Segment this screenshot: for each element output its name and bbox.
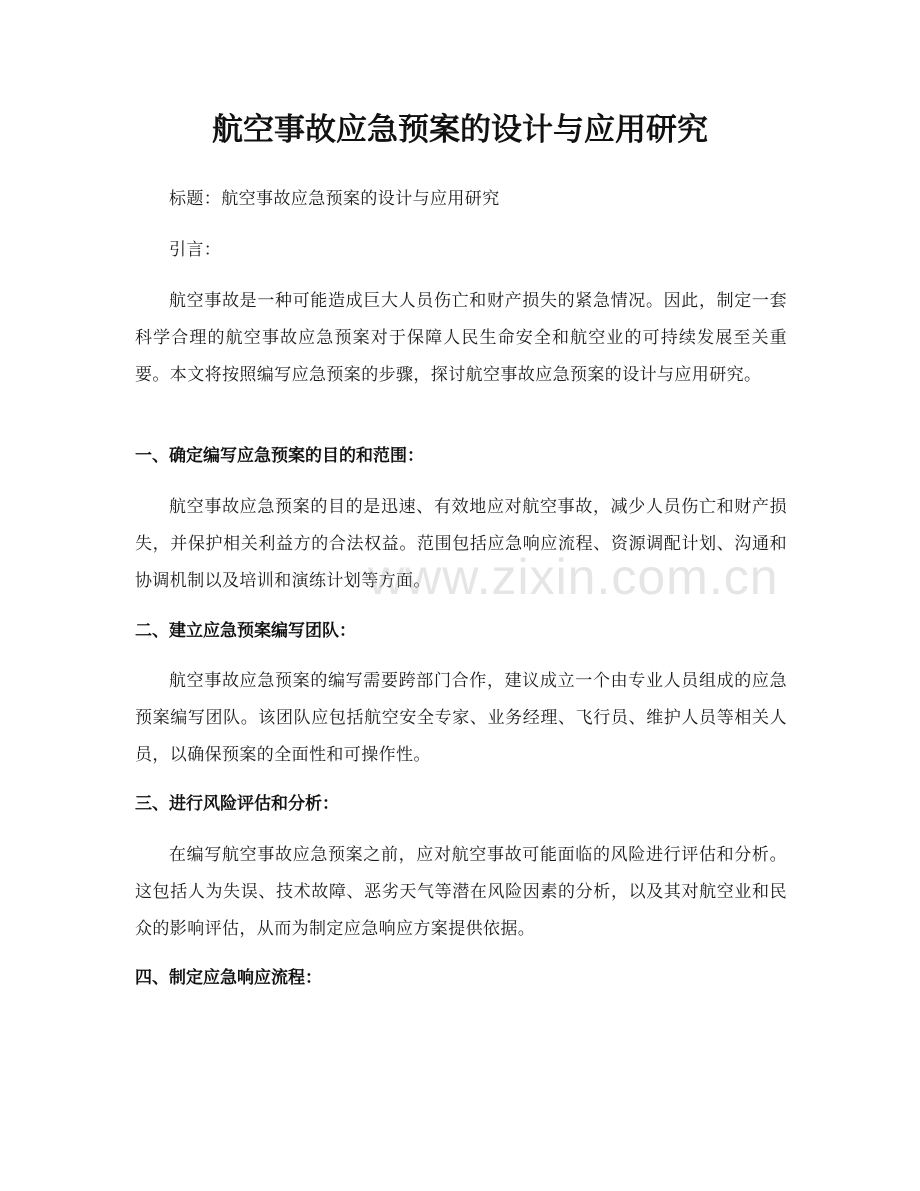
intro-label: 引言： (169, 240, 222, 260)
section-3-body: 在编写航空事故应急预案之前，应对航空事故可能面临的风险进行评估和分析。这包括人为失误、技术故障、恶劣天气等潜在风险因素的分析，以及其对航空业和民众的影响评估，从而为制定应急响应方案提供依据。 (135, 845, 787, 939)
section-1-body: 航空事故应急预案的目的是迅速、有效地应对航空事故，减少人员伤亡和财产损失，并保护相关利益方的合法权益。范围包括应急响应流程、资源调配计划、沟通和协调机制以及培训和演练计划等方面。 (135, 497, 787, 591)
intro-paragraph: 航空事故是一种可能造成巨大人员伤亡和财产损失的紧急情况。因此，制定一套科学合理的航空事故应急预案对于保障人民生命安全和航空业的可持续发展至关重要。本文将按照编写应急预案的步骤，探讨航空事故应急预案的设计与应用研究。 (135, 291, 787, 385)
watermark-text: www.zixin.com.cn (368, 549, 779, 605)
section-2-body: 航空事故应急预案的编写需要跨部门合作，建议成立一个由专业人员组成的应急预案编写团队。该团队应包括航空安全专家、业务经理、飞行员、维护人员等相关人员，以确保预案的全面性和可操作性。 (135, 671, 787, 765)
section-3-heading: 三、进行风险评估和分析： (135, 794, 339, 814)
subtitle-line: 标题：航空事故应急预案的设计与应用研究 (169, 189, 500, 209)
section-4-heading: 四、制定应急响应流程： (135, 968, 322, 988)
document-title: 航空事故应急预案的设计与应用研究 (212, 112, 708, 148)
section-2-heading: 二、建立应急预案编写团队： (135, 621, 356, 641)
section-1-heading: 一、确定编写应急预案的目的和范围： (135, 446, 424, 466)
